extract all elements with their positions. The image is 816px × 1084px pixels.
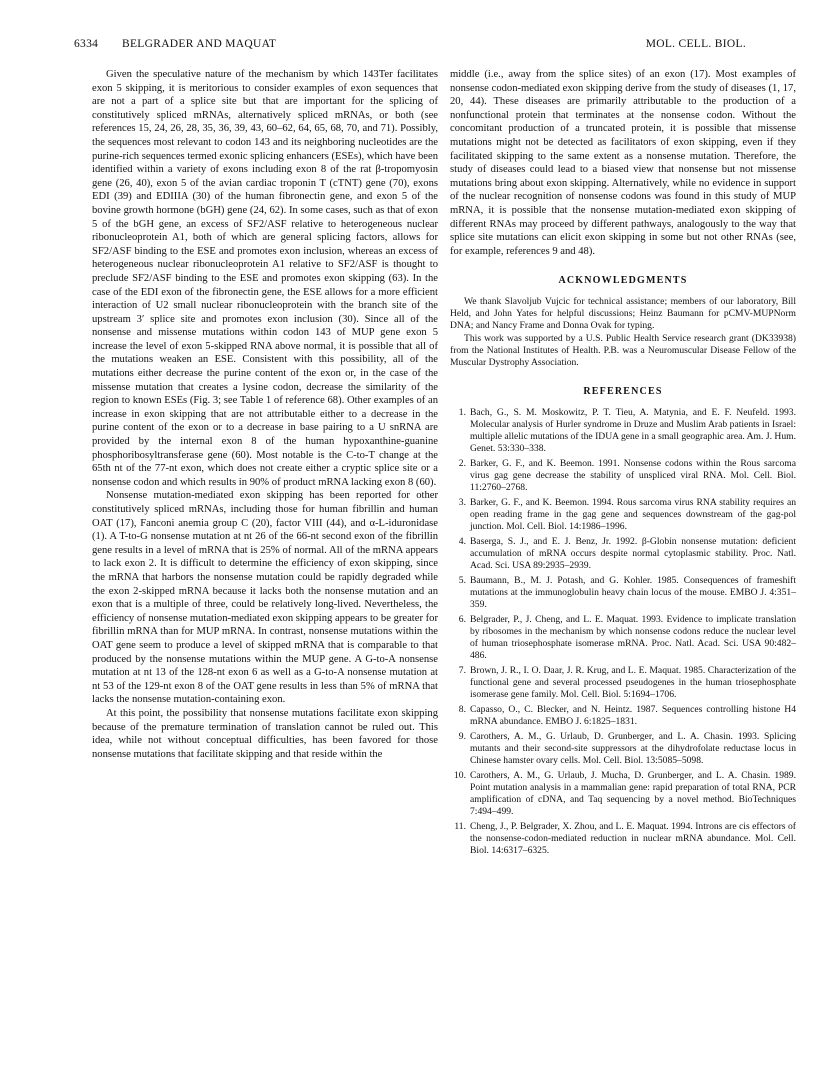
body-paragraph: Nonsense mutation-mediated exon skipping has been reported for other constitutively spliced mRNAs, including those for human fibrillin and human OAT (17), Fanconi anemia group C (20), factor VIII (44), and α-L-iduronidase (1). A T-to-G nonsense mutation at nt 26 of the 66-nt second exon of the fibrillin gene results in a level of mRNA that is 25% of normal. All of the mRNA appears to lack exon 2. It is difficult to determine the efficiency of exon skipping, since the mRNA that harbors the nonsense mutation could be rapidly degraded while the exon 2-skipped mRNA because it lacks both the nonsense mutation and an exon that is a multiple of three, could be relatively long-lived. Nevertheless, the efficiency of nonsense mutation-mediated exon skipping appears to be greater for fibrillin mRNA than for MUP mRNA. In contrast, nonsense mutations within the OAT gene seem to produce a level of skipped mRNA that is comparable to that produced by the nonsense mutations within the MUP gene. A G-to-A nonsense mutation at nt 13 of the 128-nt exon 6 as well as a G-to-A nonsense mutation at nt 53 of the 129-nt exon 8 of the OAT gene results in less than 5% of mRNA that lacks the nonsense mutation-containing exon. xyxy=(92,490,438,706)
reference-number: 11. xyxy=(454,820,466,832)
reference-number: 10. xyxy=(454,769,466,781)
reference-number: 9. xyxy=(458,730,466,742)
reference-number: 1. xyxy=(458,406,466,418)
reference-item xyxy=(450,665,796,701)
reference-number: 3. xyxy=(458,496,466,508)
reference-item xyxy=(450,458,796,494)
reference-text: Carothers, A. M., G. Urlaub, J. Mucha, D. Grunberger, and L. A. Chasin. 1989. Point mutation analysis in a mammalian gene: rapid preparation of total RNA, PCR amplification of cDNA, and Taq sequencing by a novel method. BioTechniques 7:494–499. xyxy=(470,769,796,817)
reference-item xyxy=(450,731,796,767)
reference-item xyxy=(450,407,796,455)
reference-item xyxy=(450,821,796,857)
reference-number: 8. xyxy=(458,703,466,715)
running-header xyxy=(74,38,746,54)
body-paragraph: At this point, the possibility that nonsense mutations facilitate exon skipping because of the premature termination of translation cannot be ruled out. This idea, while not without conceptual difficulties, has been favored for those nonsense mutations that facilitate skipping and that reside within the xyxy=(92,707,438,760)
reference-text: Barker, G. F., and K. Beemon. 1991. Nonsense codons within the Rous sarcoma virus gag gene decrease the stability of unspliced viral RNA. Mol. Cell. Biol. 11:2760–2768. xyxy=(470,457,796,493)
references-heading: REFERENCES xyxy=(583,386,663,398)
reference-number: 6. xyxy=(458,613,466,625)
reference-text: Barker, G. F., and K. Beemon. 1994. Rous sarcoma virus RNA stability requires an open reading frame in the gag gene and sequences downstream of the gag-pol junction. Mol. Cell. Biol. 14:1986–1996. xyxy=(470,496,796,532)
reference-item xyxy=(450,704,796,728)
reference-text: Bach, G., S. M. Moskowitz, P. T. Tieu, A. Matynia, and E. F. Neufeld. 1993. Molecular analysis of Hurler syndrome in Druze and Muslim Arab patients in Israel: multiple allelic mutations of the IDUA gene in a small geographic area. Am. J. Hum. Genet. 53:330–338. xyxy=(470,406,796,454)
reference-item xyxy=(450,497,796,533)
body-paragraph-continued: middle (i.e., away from the splice sites) of an exon (17). Most examples of nonsense codon-mediated exon skipping derive from the study of diseases (1, 17, 20, 44). These diseases are primarily attributable to the production of a nonfunctional protein that terminates at the nonsense codon. Without the concomitant production of a truncated protein, it is possible that missense mutations might not be detected as facilitators of exon skipping, even if they facilitated skipping to the same extent as a nonsense mutation. Therefore, the study of diseases could lead to a biased view that nonsense but not missense mutations bring about exon skipping. Alternatively, while no evidence in support of the nuclear recognition of nonsense codons was found in this study of MUP mRNA, it is possible that the nonsense mutation-mediated exon skipping of different RNAs may proceed by different pathways, analogously to the way that splice site mutations can elicit exon skipping in some but not other RNAs (see, for example, references 9 and 48). xyxy=(450,69,796,257)
reference-item xyxy=(450,614,796,662)
acknowledgments-section xyxy=(450,296,796,369)
reference-text: Baumann, B., M. J. Potash, and G. Kohler. 1985. Consequences of frameshift mutations at the immunoglobulin heavy chain locus of the mouse. EMBO J. 4:351–359. xyxy=(470,574,796,610)
reference-item xyxy=(450,536,796,572)
journal-name: MOL. CELL. BIOL. xyxy=(645,38,746,50)
left-column xyxy=(92,68,438,761)
reference-number: 7. xyxy=(458,664,466,676)
reference-text: Cheng, J., P. Belgrader, X. Zhou, and L. E. Maquat. 1994. Introns are cis effectors of the nonsense-codon-mediated reduction in nuclear mRNA abundance. Mol. Cell. Biol. 14:6317–6325. xyxy=(470,820,796,856)
reference-list xyxy=(450,407,796,857)
reference-text: Carothers, A. M., G. Urlaub, D. Grunberger, and L. A. Chasin. 1993. Splicing mutants and their second-site suppressors at the dihydrofolate reductase locus in Chinese hamster ovary cells. Mol. Cell. Biol. 13:5085–5098. xyxy=(470,730,796,766)
acknowledgment-paragraph: This work was supported by a U.S. Public Health Service research grant (DK33938) from the National Institutes of Health. P.B. was a Neuromuscular Disease Fellow of the Muscular Dystrophy Association. xyxy=(450,332,796,368)
page-number: 6334 xyxy=(74,38,99,50)
reference-item xyxy=(450,575,796,611)
running-authors: BELGRADER AND MAQUAT xyxy=(122,38,277,50)
reference-text: Baserga, S. J., and E. J. Benz, Jr. 1992. β-Globin nonsense mutation: deficient accumulation of mRNA occurs despite normal cytoplasmic stability. Proc. Natl. Acad. Sci. USA 89:2935–2939. xyxy=(470,535,796,571)
reference-text: Capasso, O., C. Blecker, and N. Heintz. 1987. Sequences controlling histone H4 mRNA abundance. EMBO J. 6:1825–1831. xyxy=(470,703,796,727)
reference-number: 4. xyxy=(458,535,466,547)
reference-text: Brown, J. R., I. O. Daar, J. R. Krug, and L. E. Maquat. 1985. Characterization of the functional gene and several processed pseudogenes in the human triosephosphate isomerase gene family. Mol. Cell. Biol. 5:1694–1706. xyxy=(470,664,796,700)
reference-number: 2. xyxy=(458,457,466,469)
body-paragraph: Given the speculative nature of the mechanism by which 143Ter facilitates exon 5 skipping, it is meritorious to consider examples of exon sequences that are not a part of a splice site but that are important for the splicing of constitutively spliced mRNAs, alternatively spliced mRNAs, or both (see references 15, 24, 26, 28, 35, 36, 39, 43, 60–62, 64, 65, 68, 70, and 71). Possibly, the sequences most relevant to codon 143 and its neighboring nucleotides are the purine-rich sequences termed exonic splicing enhancers (ESEs), which have been identified within a variety of exons including exon 8 of the rat β-tropomyosin gene (26, 40), exon 5 of the avian cardiac troponin T (cTNT) gene (70), exons EDI (39) and EDIIIA (30) of the human fibronectin gene, and exon 5 of the bovine growth hormone (bGH) gene (24, 62). In some cases, such as that of exon 5 of the bGH gene, an excess of SF2/ASF relative to heterogeneous nuclear ribonucleoprotein A1, both of which are general splicing factors, allows for SF2/ASF binding to the ESE and promotes exon inclusion, whereas an excess of heterogeneous nuclear ribonucleoprotein A1 relative to SF2/ASF is thought to preclude SF2/ASF binding to the ESE and promotes exon skipping (63). In the case of the EDI exon of the fibronectin gene, the ESE allows for a more efficient interaction of U2 small nuclear ribonucleoprotein with the branch site of the upstream 3′ splice site and promotes exon inclusion (30). Since all of the nonsense and missense mutations within codon 143 of MUP gene exon 5 increase the level of exon 5-skipped RNA above normal, it is possible that all of the mutations weaken an ESE. Consistent with this possibility, all of the mutations either decrease the purine content of the exon or, in the case of the missense mutation that creates a lysine codon, decrease the similarity of the region to known ESEs (Fig. 3; see Table 1 of reference 68). Other examples of an increase in exon skipping that are not attributable either to a decrease in the purine content of the exon or to a decrease in base pairing to a U snRNA are provided by the internal exon 8 of the human hypoxanthine-guanine phosphoribosyltransferase gene (60). Most notable is the C-to-T change at the 65th nt of the 77-nt exon, which does not create either a cryptic splice site or a nonsense codon and which results in 90% of product mRNA lacking exon 8 (60). xyxy=(92,69,438,488)
acknowledgments-heading: ACKNOWLEDGMENTS xyxy=(558,275,688,287)
reference-text: Belgrader, P., J. Cheng, and L. E. Maquat. 1993. Evidence to implicate translation by ribosomes in the mechanism by which nonsense codons reduce the nuclear level of human triosephosphate isomerase mRNA. Proc. Natl. Acad. Sci. USA 90:482–486. xyxy=(470,613,796,661)
right-column xyxy=(450,68,796,860)
reference-number: 5. xyxy=(458,574,466,586)
reference-item xyxy=(450,770,796,818)
acknowledgment-paragraph: We thank Slavoljub Vujcic for technical assistance; members of our laboratory, Bill Held, and John Yates for helpful discussions; Heinz Baumann for pCMV-MUPNorm DNA; and Nancy Frame and Donna Ovak for typing. xyxy=(450,295,796,332)
